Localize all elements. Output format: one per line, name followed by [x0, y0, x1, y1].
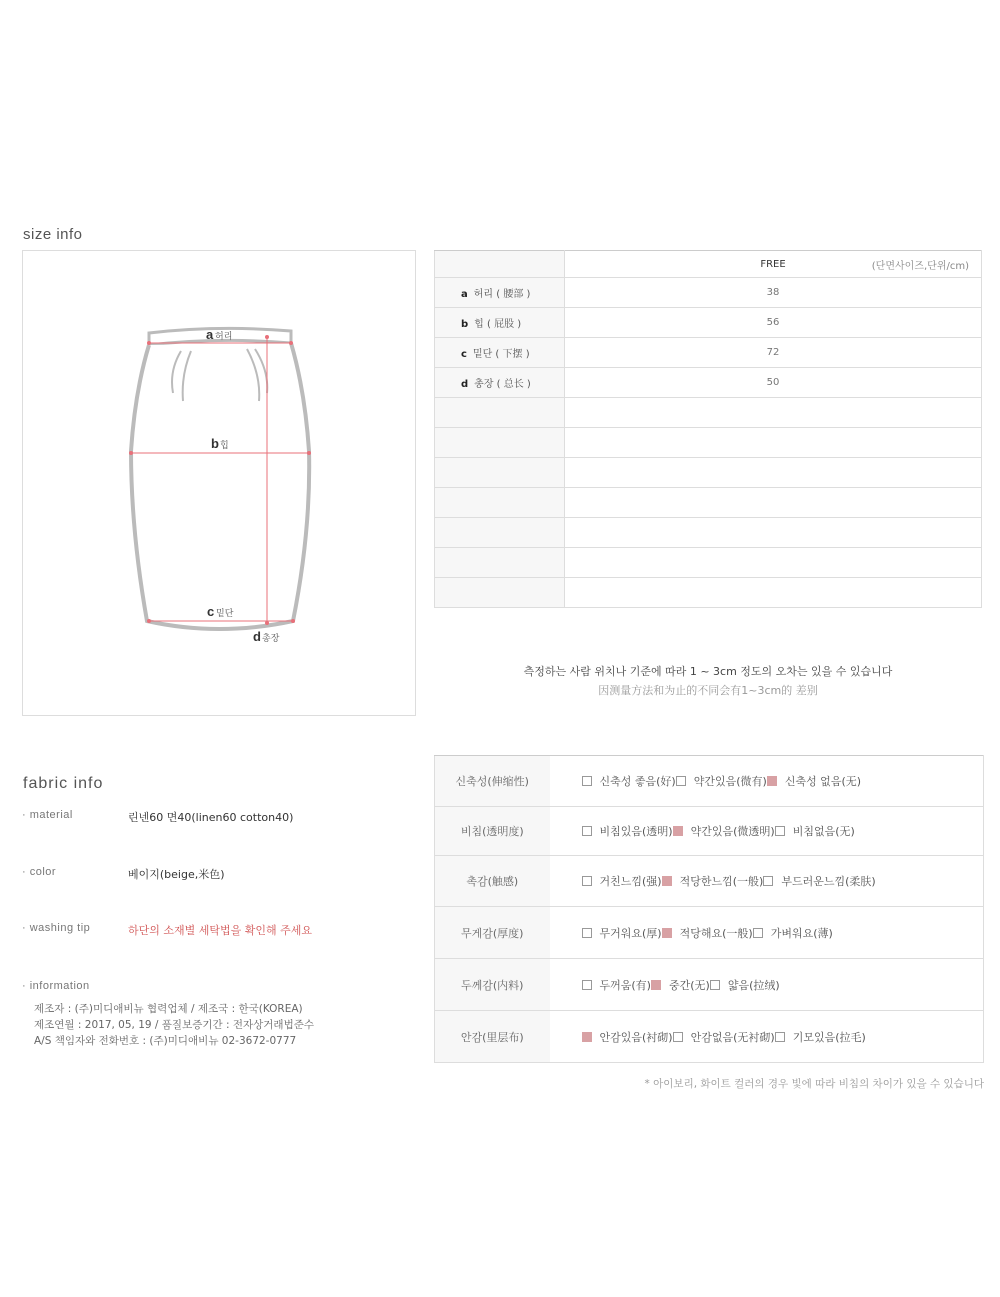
- size-table-corner: [435, 251, 565, 278]
- fabric-option-label: 적당해요(一般): [679, 926, 753, 940]
- fabric-row: [435, 1011, 984, 1063]
- empty-row: [435, 398, 982, 428]
- checked-box-icon: [651, 980, 661, 990]
- unchecked-box-icon: [676, 776, 686, 786]
- table-row: d 총장 ( 总长 ) 50: [435, 368, 982, 398]
- fabric-option-label: 신축성 좋음(好): [599, 775, 676, 788]
- fabric-option-label: 가벼워요(薄): [770, 926, 833, 940]
- table-row: c 밑단 ( 下摆 ) 72: [435, 338, 982, 368]
- fabric-option: [775, 1031, 866, 1044]
- empty-row: [435, 488, 982, 518]
- fabric-option-label: 부드러운느낌(柔肤): [781, 875, 876, 888]
- label-b: b: [211, 436, 219, 451]
- measurement-note-cn: 因测量方法和为止的不同会有1~3cm的 差别: [598, 684, 818, 697]
- fabric-option: [673, 825, 775, 838]
- material-value: 린넨60 면40(linen60 cotton40): [128, 811, 294, 824]
- label-c: c: [207, 604, 215, 619]
- washing-value: 하단의 소재별 세탁법을 확인해 주세요: [128, 924, 313, 937]
- fabric-option-label: 적당한느낌(一般): [679, 875, 764, 888]
- color-value: 베이지(beige,米色): [128, 868, 225, 881]
- table-row: b 힙 ( 屁股 ) 56: [435, 308, 982, 338]
- fabric-option-label: 신축성 없음(无): [784, 775, 862, 788]
- fabric-row-label: 비침(透明度): [435, 807, 550, 856]
- fabric-option: [582, 1031, 673, 1044]
- fabric-row-label: 무게감(厚度): [435, 907, 550, 959]
- fabric-option: [582, 825, 673, 838]
- fabric-option: [582, 775, 676, 788]
- fabric-option: [676, 775, 767, 788]
- unchecked-box-icon: [710, 980, 720, 990]
- fabric-option-label: 기모있음(拉毛): [792, 1030, 866, 1044]
- fabric-option: [753, 927, 833, 940]
- empty-row: [435, 428, 982, 458]
- fabric-option: [582, 927, 662, 940]
- fabric-option-label: 무거워요(厚): [599, 926, 662, 940]
- unchecked-box-icon: [582, 776, 592, 786]
- fabric-option-label: 비침없음(无): [792, 825, 855, 838]
- unchecked-box-icon: [582, 826, 592, 836]
- empty-row: [435, 578, 982, 608]
- fabric-option-label: 얇음(拉绒): [727, 978, 780, 992]
- measurement-note-ko: 측정하는 사람 위치나 기준에 따라 1 ~ 3cm 정도의 오차는 있을 수 있습니다: [523, 665, 893, 678]
- fabric-row: [435, 756, 984, 807]
- fabric-footnote: * 아이보리, 화이트 컬러의 경우 빛에 따라 비침의 차이가 있을 수 있습니다: [644, 1078, 984, 1090]
- table-row: a 허리 ( 腰部 ) 38: [435, 278, 982, 308]
- unchecked-box-icon: [582, 980, 592, 990]
- label-d: d: [253, 629, 261, 644]
- color-label: · color: [22, 866, 57, 878]
- fabric-option: [582, 875, 662, 888]
- empty-row: [435, 458, 982, 488]
- checked-box-icon: [582, 1032, 592, 1042]
- fabric-option-label: 거친느낌(强): [599, 875, 662, 888]
- fabric-row-label: 안감(里层布): [435, 1011, 550, 1063]
- label-a-text: 허리: [215, 332, 233, 342]
- fabric-row: [435, 856, 984, 907]
- manufacturer-info: [34, 1001, 314, 1049]
- info-line: 제조연월 : 2017, 05, 19 / 품질보증기간 : 전자상거래법준수: [34, 1019, 315, 1031]
- fabric-option-label: 두꺼움(有): [599, 978, 651, 992]
- fabric-option: [710, 979, 780, 992]
- information-label: · information: [22, 980, 90, 992]
- fabric-option: [662, 875, 764, 888]
- washing-label: · washing tip: [22, 922, 91, 934]
- fabric-option: [651, 979, 710, 992]
- unchecked-box-icon: [753, 928, 763, 938]
- fabric-row-label: 두께감(内料): [435, 959, 550, 1011]
- fabric-option: [662, 927, 753, 940]
- unchecked-box-icon: [582, 928, 592, 938]
- label-c-text: 밑단: [216, 609, 234, 619]
- fabric-option: [673, 1031, 775, 1044]
- unchecked-box-icon: [673, 1032, 683, 1042]
- fabric-option-label: 중간(无): [668, 978, 710, 992]
- fabric-table: [434, 755, 984, 1063]
- fabric-row: [435, 807, 984, 856]
- empty-row: [435, 518, 982, 548]
- empty-row: [435, 548, 982, 578]
- checked-box-icon: [662, 928, 672, 938]
- fabric-option: [767, 775, 861, 788]
- fabric-option-label: 약간있음(微透明): [690, 825, 775, 838]
- unchecked-box-icon: [775, 1032, 785, 1042]
- fabric-row: [435, 959, 984, 1011]
- fabric-info-title: fabric info: [23, 775, 104, 792]
- skirt-diagram: [22, 250, 416, 716]
- checked-box-icon: [662, 876, 672, 886]
- fabric-row-label: 촉감(触感): [435, 856, 550, 907]
- fabric-option-label: 비침있음(透明): [599, 825, 673, 838]
- fabric-option: [775, 825, 855, 838]
- fabric-option-label: 약간있음(微有): [693, 775, 767, 788]
- fabric-row-label: 신축성(伸缩性): [435, 756, 550, 807]
- fabric-option: [763, 875, 875, 888]
- label-d-text: 총장: [262, 634, 280, 644]
- unchecked-box-icon: [582, 876, 592, 886]
- unchecked-box-icon: [763, 876, 773, 886]
- material-label: · material: [22, 809, 73, 821]
- info-line: 제조자 : (주)미디애비뉴 협력업체 / 제조국 : 한국(KOREA): [34, 1003, 303, 1015]
- unchecked-box-icon: [775, 826, 785, 836]
- fabric-option: [582, 979, 651, 992]
- size-info-title: size info: [23, 226, 83, 243]
- checked-box-icon: [673, 826, 683, 836]
- skirt-illustration: [23, 251, 417, 717]
- info-line: A/S 책임자와 전화번호 : (주)미디애비뉴 02-3672-0777: [34, 1035, 297, 1047]
- size-table: [434, 250, 982, 608]
- fabric-row: [435, 907, 984, 959]
- checked-box-icon: [767, 776, 777, 786]
- label-a: a: [206, 327, 214, 342]
- size-unit-note: (단면사이즈,단위/cm): [871, 261, 969, 272]
- size-header-free: FREE: [760, 258, 786, 270]
- fabric-option-label: 안감없음(无衬砌): [690, 1030, 775, 1044]
- fabric-option-label: 안감있음(衬砌): [599, 1030, 673, 1044]
- label-b-text: 힙: [220, 441, 229, 451]
